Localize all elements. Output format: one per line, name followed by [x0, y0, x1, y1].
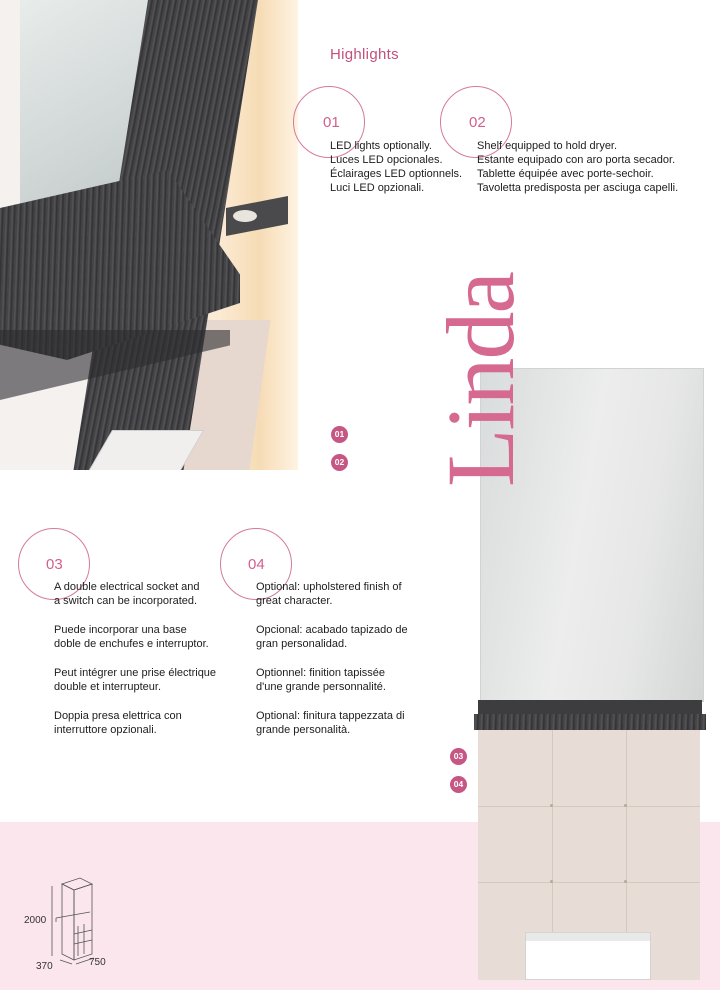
feature-02-line-it: Tavoletta predisposta per asciuga capelli.: [477, 182, 679, 194]
feature-03-it-line1: Doppia presa elettrica con: [54, 710, 182, 722]
marker-02: 02: [331, 454, 348, 471]
feature-03-en-line1: A double electrical socket and: [54, 581, 200, 593]
feature-04-it-line2: grande personalità.: [256, 724, 351, 736]
feature-04-text: [256, 580, 408, 737]
feature-01-line-fr: Éclairages LED optionnels.: [330, 168, 463, 180]
feature-04-number: 04: [248, 556, 265, 573]
feature-03-es-line2: doble de enchufes e interruptor.: [54, 638, 209, 650]
feature-02-number: 02: [469, 114, 486, 131]
feature-04-fr-line1: Optionnel: finition tapissée: [256, 667, 386, 679]
product-base: [525, 932, 651, 980]
feature-02-text: [477, 139, 678, 195]
feature-04-en-line1: Optional: upholstered finish of: [256, 581, 402, 593]
feature-04-es-line1: Opcional: acabado tapizado de: [256, 624, 408, 636]
dimension-height: 2000: [24, 915, 47, 926]
feature-03-text: [54, 580, 216, 737]
product-shelf: [474, 714, 706, 730]
feature-03-fr-line2: double et interrupteur.: [54, 681, 162, 693]
feature-04-en-line2: great character.: [256, 595, 333, 607]
feature-03-es-line1: Puede incorporar una base: [54, 624, 187, 636]
product-title: [427, 250, 534, 510]
marker-01: 01: [331, 426, 348, 443]
highlights-heading: Highlights: [330, 46, 399, 63]
feature-03-number: 03: [46, 556, 63, 573]
feature-04-es-line2: gran personalidad.: [256, 638, 348, 650]
product-shelf-top: [478, 700, 702, 714]
dimension-diagram-icon: [50, 876, 100, 966]
feature-01-line-en: LED lights optionally.: [330, 140, 432, 152]
dimension-depth: 370: [36, 961, 53, 972]
marker-04: 04: [450, 776, 467, 793]
feature-02-line-en: Shelf equipped to hold dryer.: [477, 140, 618, 152]
marker-03: 03: [450, 748, 467, 765]
feature-03-it-line2: interruttore opzionali.: [54, 724, 157, 736]
feature-01-line-it: Luci LED opzionali.: [330, 182, 425, 194]
feature-02-line-es: Estante equipado con aro porta secador.: [477, 154, 676, 166]
feature-04-it-line1: Optional: finitura tappezzata di: [256, 710, 405, 722]
feature-01-line-es: Luces LED opcionales.: [330, 154, 443, 166]
feature-03-fr-line1: Peut intégrer une prise électrique: [54, 667, 217, 679]
product-title-text: Linda: [427, 273, 534, 487]
feature-01-number: 01: [323, 114, 340, 131]
feature-02-line-fr: Tablette équipée avec porte-sechoir.: [477, 168, 654, 180]
product-detail-photo: [0, 0, 298, 470]
feature-03-en-line2: a switch can be incorporated.: [54, 595, 198, 607]
dryer-ring: [233, 210, 257, 222]
dimension-width: 750: [89, 957, 106, 968]
feature-01-text: [330, 139, 462, 195]
feature-04-fr-line2: d'une grande personnalité.: [256, 681, 386, 693]
